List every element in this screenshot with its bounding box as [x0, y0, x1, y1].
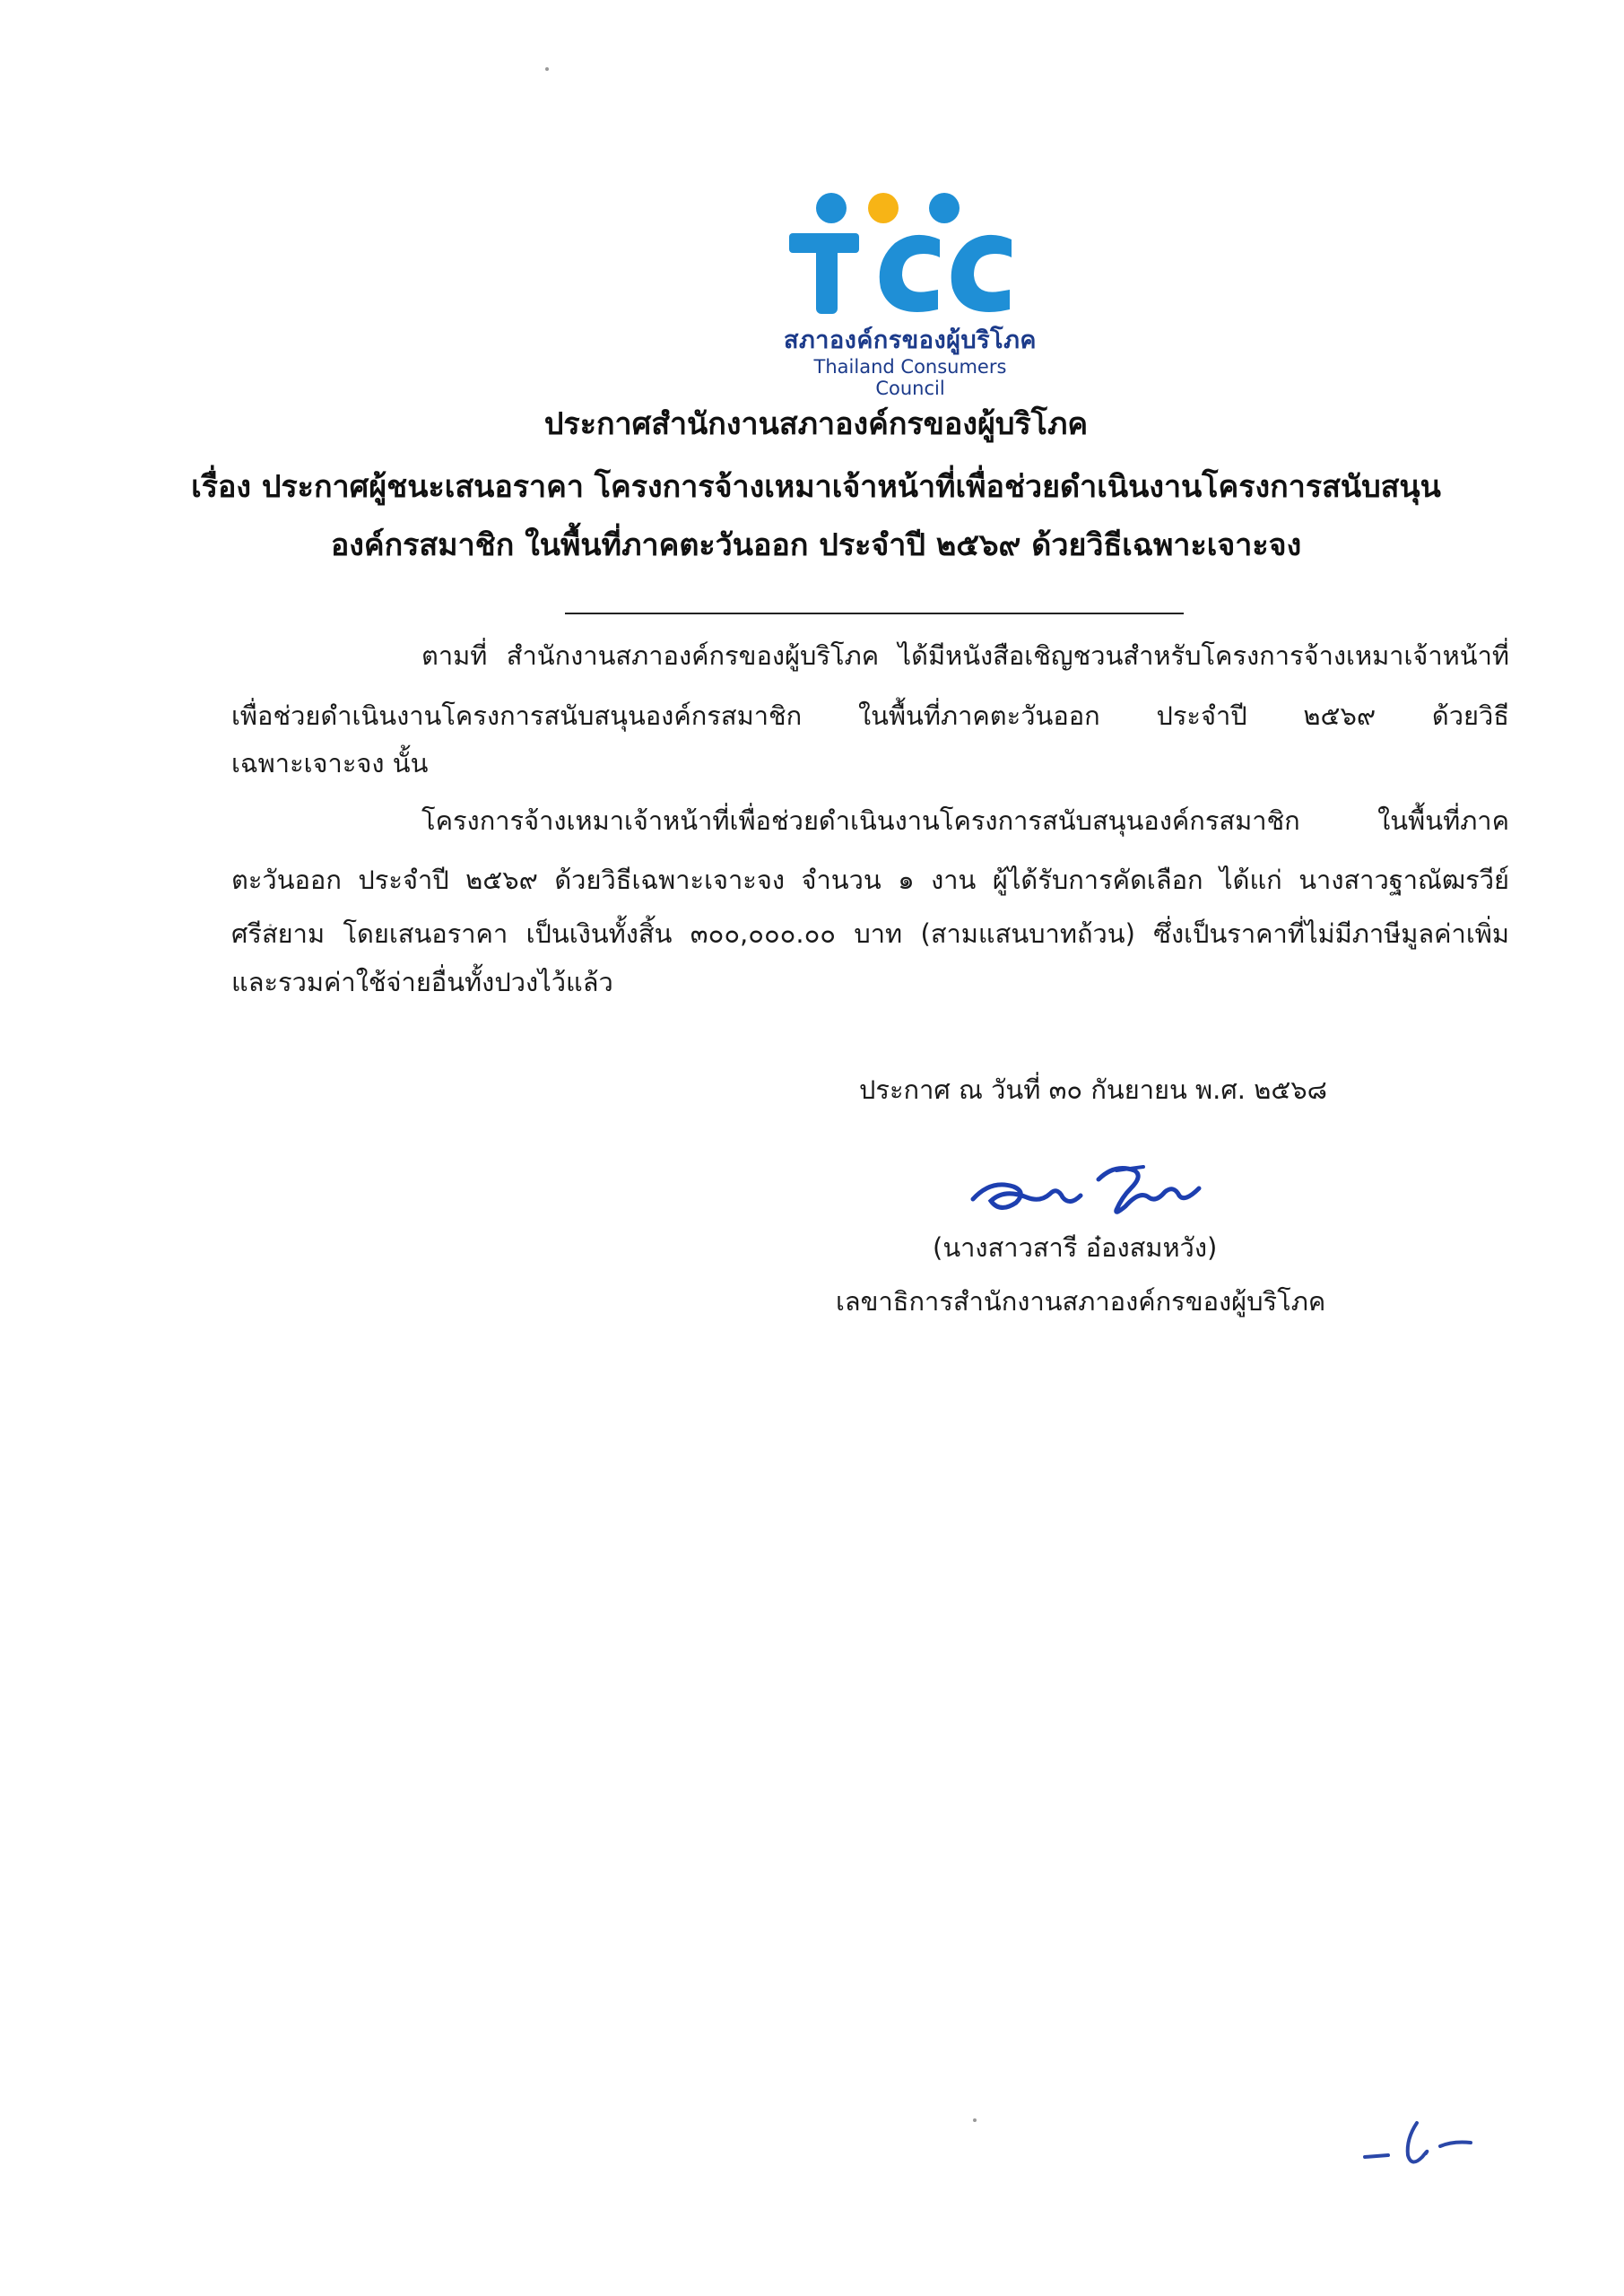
- paragraph2-line1: โครงการจ้างเหมาเจ้าหน้าที่เพื่อช่วยดำเนินงานโครงการสนับสนุนองค์กรสมาชิก ในพื้นที่ภาค: [421, 805, 1509, 836]
- scan-speck: [973, 2118, 977, 2122]
- paragraph2-line3: ศรีสยาม โดยเสนอราคา เป็นเงินทั้งสิ้น ๓๐๐,๐๐๐.๐๐ บาท (สามแสนบาทถ้วน) ซึ่งเป็นราคาที่ไม่มีภาษีมูลค่าเพิ่ม: [231, 918, 1509, 949]
- handwritten-signature: [964, 1144, 1233, 1224]
- announcement-date: ประกาศ ณ วันที่ ๓๐ กันยายน พ.ศ. ๒๕๖๘: [859, 1074, 1328, 1105]
- signer-name: (นางสาวสารี อ๋องสมหวัง): [933, 1232, 1218, 1263]
- paragraph2-line4: และรวมค่าใช้จ่ายอื่นทั้งปวงไว้แล้ว: [231, 967, 613, 997]
- logo-thai-text: สภาองค์กรของผู้บริโภค: [784, 326, 1037, 354]
- announcement-subject-line1: เรื่อง ประกาศผู้ชนะเสนอราคา โครงการจ้างเหมาเจ้าหน้าที่เพื่อช่วยดำเนินงานโครงการสนับสนุน: [191, 469, 1441, 505]
- logo-english-text: Thailand Consumers Council: [813, 356, 1007, 399]
- paragraph1-line1: ตามที่ สำนักงานสภาองค์กรของผู้บริโภค ได้มีหนังสือเชิญชวนสำหรับโครงการจ้างเหมาเจ้าหน้าที่: [421, 640, 1509, 671]
- signer-title: เลขาธิการสำนักงานสภาองค์กรของผู้บริโภค: [836, 1286, 1326, 1317]
- announcement-title: ประกาศสำนักงานสภาองค์กรของผู้บริโภค: [543, 406, 1089, 442]
- handwritten-page-mark: [1354, 2112, 1515, 2175]
- tcc-logo: [780, 184, 1040, 399]
- scan-speck: [545, 67, 549, 71]
- paragraph2-line2: ตะวันออก ประจำปี ๒๕๖๙ ด้วยวิธีเฉพาะเจาะจง จำนวน ๑ งาน ผู้ได้รับการคัดเลือก ได้แก่ นางสาวฐาณัฒรวีย์: [231, 865, 1509, 895]
- heading-divider: [565, 613, 1184, 614]
- paragraph1-line3: เฉพาะเจาะจง นั้น: [231, 748, 429, 778]
- paragraph1-line2: เพื่อช่วยดำเนินงานโครงการสนับสนุนองค์กรสมาชิก ในพื้นที่ภาคตะวันออก ประจำปี ๒๕๖๙ ด้วยวิธี: [231, 700, 1509, 731]
- tcc-logo-mark: [780, 184, 1040, 318]
- announcement-subject-line2: องค์กรสมาชิก ในพื้นที่ภาคตะวันออก ประจำปี ๒๕๖๙ ด้วยวิธีเฉพาะเจาะจง: [330, 527, 1302, 563]
